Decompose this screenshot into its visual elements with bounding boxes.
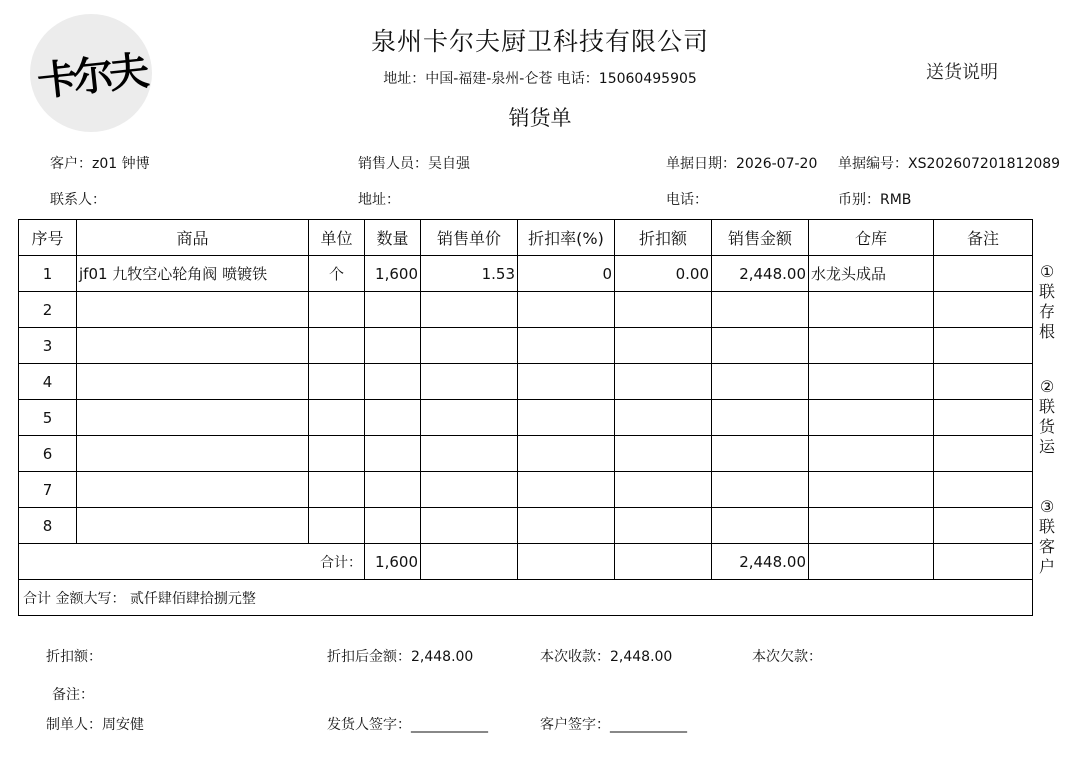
product-cell — [77, 292, 309, 328]
header-cell: 销售金额 — [712, 220, 809, 256]
remark-cell — [934, 328, 1033, 364]
copy-label-shipping — [1036, 377, 1058, 457]
copy-label-stub — [1036, 262, 1058, 342]
remark-cell — [934, 508, 1033, 544]
copy-label-char: ② — [1039, 377, 1055, 396]
table-row — [19, 472, 1033, 508]
product-cell — [77, 472, 309, 508]
customer-field: 客户：z01 钟博 — [50, 156, 150, 172]
delivery-note-title: 送货说明 — [926, 62, 998, 83]
sales-amount-cell — [712, 400, 809, 436]
customer-signature: 客户签字：___________ — [540, 717, 687, 733]
product-cell — [77, 328, 309, 364]
copy-label-char: ① — [1039, 262, 1055, 281]
shipper-signature: 发货人签字：___________ — [327, 717, 488, 733]
quantity-cell — [365, 508, 421, 544]
unit-price-cell — [421, 508, 518, 544]
row-index: 4 — [19, 364, 77, 400]
warehouse-cell: 水龙头成品 — [809, 256, 934, 292]
discount-amount-cell — [615, 364, 712, 400]
discount-rate-cell — [518, 472, 615, 508]
unit-price-cell — [421, 292, 518, 328]
discount-amount-cell — [615, 508, 712, 544]
copy-label-char: 客 — [1038, 537, 1055, 556]
header-cell: 商品 — [77, 220, 309, 256]
discount-rate-cell — [518, 400, 615, 436]
total-empty-cell — [518, 544, 615, 580]
header-cell: 备注 — [934, 220, 1033, 256]
row-index: 2 — [19, 292, 77, 328]
discount-amount-cell — [615, 328, 712, 364]
sales-amount-cell — [712, 472, 809, 508]
row-index: 5 — [19, 400, 77, 436]
table-row — [19, 292, 1033, 328]
phone-field: 电话： — [666, 192, 708, 208]
sales-amount-cell: 2,448.00 — [712, 256, 809, 292]
sales-amount-cell — [712, 328, 809, 364]
discount-amount-cell: 0.00 — [615, 256, 712, 292]
sales-amount-cell — [712, 364, 809, 400]
currency-field: 币别：RMB — [838, 192, 912, 208]
copy-label-char: ③ — [1039, 497, 1055, 516]
unit-cell — [309, 472, 365, 508]
discount-rate-cell — [518, 364, 615, 400]
company-name: 泉州卡尔夫厨卫科技有限公司 — [370, 27, 709, 56]
warehouse-cell — [809, 292, 934, 328]
company-contact: 地址：中国-福建-泉州-仑苍 电话：15060495905 — [383, 71, 697, 87]
discount-amount-cell — [615, 436, 712, 472]
received-amount: 本次收款：2,448.00 — [540, 649, 673, 665]
quantity-cell — [365, 364, 421, 400]
preparer-field: 制单人：周安健 — [46, 717, 144, 733]
discount-rate-cell — [518, 508, 615, 544]
copy-label-char: 运 — [1038, 437, 1055, 456]
unit-cell — [309, 328, 365, 364]
contact-person-field: 联系人： — [50, 192, 106, 208]
unit-price-cell — [421, 328, 518, 364]
copy-label-char: 货 — [1038, 417, 1055, 436]
logo-text: 卡尔夫 — [35, 46, 148, 105]
remark-cell — [934, 436, 1033, 472]
product-cell — [77, 508, 309, 544]
total-label: 合计： — [19, 544, 365, 580]
quantity-cell — [365, 328, 421, 364]
quantity-cell — [365, 400, 421, 436]
remark-cell — [934, 400, 1033, 436]
amount-in-words-row — [19, 580, 1033, 616]
header-cell: 仓库 — [809, 220, 934, 256]
discount-amount-cell — [615, 400, 712, 436]
table-row — [19, 256, 1033, 292]
unit-cell — [309, 364, 365, 400]
product-cell — [77, 364, 309, 400]
table-row — [19, 328, 1033, 364]
unit-price-cell — [421, 364, 518, 400]
product-cell — [77, 400, 309, 436]
warehouse-cell — [809, 364, 934, 400]
table-header-row — [19, 220, 1033, 256]
total-row — [19, 544, 1033, 580]
discount-amount-cell — [615, 292, 712, 328]
warehouse-cell — [809, 400, 934, 436]
header-cell: 折扣额 — [615, 220, 712, 256]
sales-amount-cell — [712, 508, 809, 544]
table-row — [19, 400, 1033, 436]
quantity-cell: 1,600 — [365, 256, 421, 292]
remark-cell — [934, 472, 1033, 508]
remark-cell — [934, 292, 1033, 328]
copy-label-char: 户 — [1038, 557, 1055, 576]
salesperson-field: 销售人员：吴自强 — [358, 156, 470, 172]
table-row — [19, 364, 1033, 400]
warehouse-cell — [809, 328, 934, 364]
unit-price-cell — [421, 436, 518, 472]
copy-label-customer — [1036, 497, 1058, 577]
quantity-cell — [365, 292, 421, 328]
product-cell — [77, 436, 309, 472]
row-index: 7 — [19, 472, 77, 508]
unit-cell — [309, 400, 365, 436]
discount-rate-cell — [518, 292, 615, 328]
total-amount: 2,448.00 — [712, 544, 809, 580]
row-index: 3 — [19, 328, 77, 364]
sales-amount-cell — [712, 292, 809, 328]
total-quantity: 1,600 — [365, 544, 421, 580]
after-discount-amount: 折扣后金额：2,448.00 — [327, 649, 474, 665]
quantity-cell — [365, 472, 421, 508]
row-index: 1 — [19, 256, 77, 292]
discount-amount-cell — [615, 472, 712, 508]
remark-field: 备注： — [52, 687, 94, 703]
table-row — [19, 508, 1033, 544]
document-number-field: 单据编号：XS202607201812089 — [838, 156, 1061, 172]
discount-field: 折扣额： — [46, 649, 102, 665]
quantity-cell — [365, 436, 421, 472]
discount-rate-cell: 0 — [518, 256, 615, 292]
unit-price-cell — [421, 400, 518, 436]
warehouse-cell — [809, 508, 934, 544]
table-row — [19, 436, 1033, 472]
discount-rate-cell — [518, 436, 615, 472]
unit-price-cell: 1.53 — [421, 256, 518, 292]
header-cell: 序号 — [19, 220, 77, 256]
sales-table — [18, 219, 1033, 616]
copy-label-char: 联 — [1038, 517, 1055, 536]
total-empty-cell — [615, 544, 712, 580]
header-cell: 单位 — [309, 220, 365, 256]
total-empty-cell — [809, 544, 934, 580]
unit-cell — [309, 436, 365, 472]
unit-cell — [309, 508, 365, 544]
row-index: 8 — [19, 508, 77, 544]
header-cell: 折扣率(%) — [518, 220, 615, 256]
unit-cell — [309, 292, 365, 328]
address-field: 地址： — [358, 192, 400, 208]
total-empty-cell — [934, 544, 1033, 580]
warehouse-cell — [809, 436, 934, 472]
copy-label-char: 存 — [1038, 302, 1055, 321]
amount-in-words: 合计 金额大写： 贰仟肆佰肆拾捌元整 — [19, 580, 1033, 616]
copy-label-char: 联 — [1038, 282, 1055, 301]
discount-rate-cell — [518, 328, 615, 364]
remark-cell — [934, 364, 1033, 400]
document-title: 销货单 — [508, 106, 572, 130]
row-index: 6 — [19, 436, 77, 472]
sales-amount-cell — [712, 436, 809, 472]
copy-label-char: 联 — [1038, 397, 1055, 416]
unit-cell: 个 — [309, 256, 365, 292]
product-cell: jf01 九牧空心轮角阀 喷镀铁 — [77, 256, 309, 292]
remark-cell — [934, 256, 1033, 292]
document-date-field: 单据日期：2026-07-20 — [666, 156, 818, 172]
header-cell: 销售单价 — [421, 220, 518, 256]
owed-amount: 本次欠款： — [752, 649, 822, 665]
total-empty-cell — [421, 544, 518, 580]
unit-price-cell — [421, 472, 518, 508]
header-cell: 数量 — [365, 220, 421, 256]
warehouse-cell — [809, 472, 934, 508]
copy-label-char: 根 — [1038, 322, 1055, 341]
